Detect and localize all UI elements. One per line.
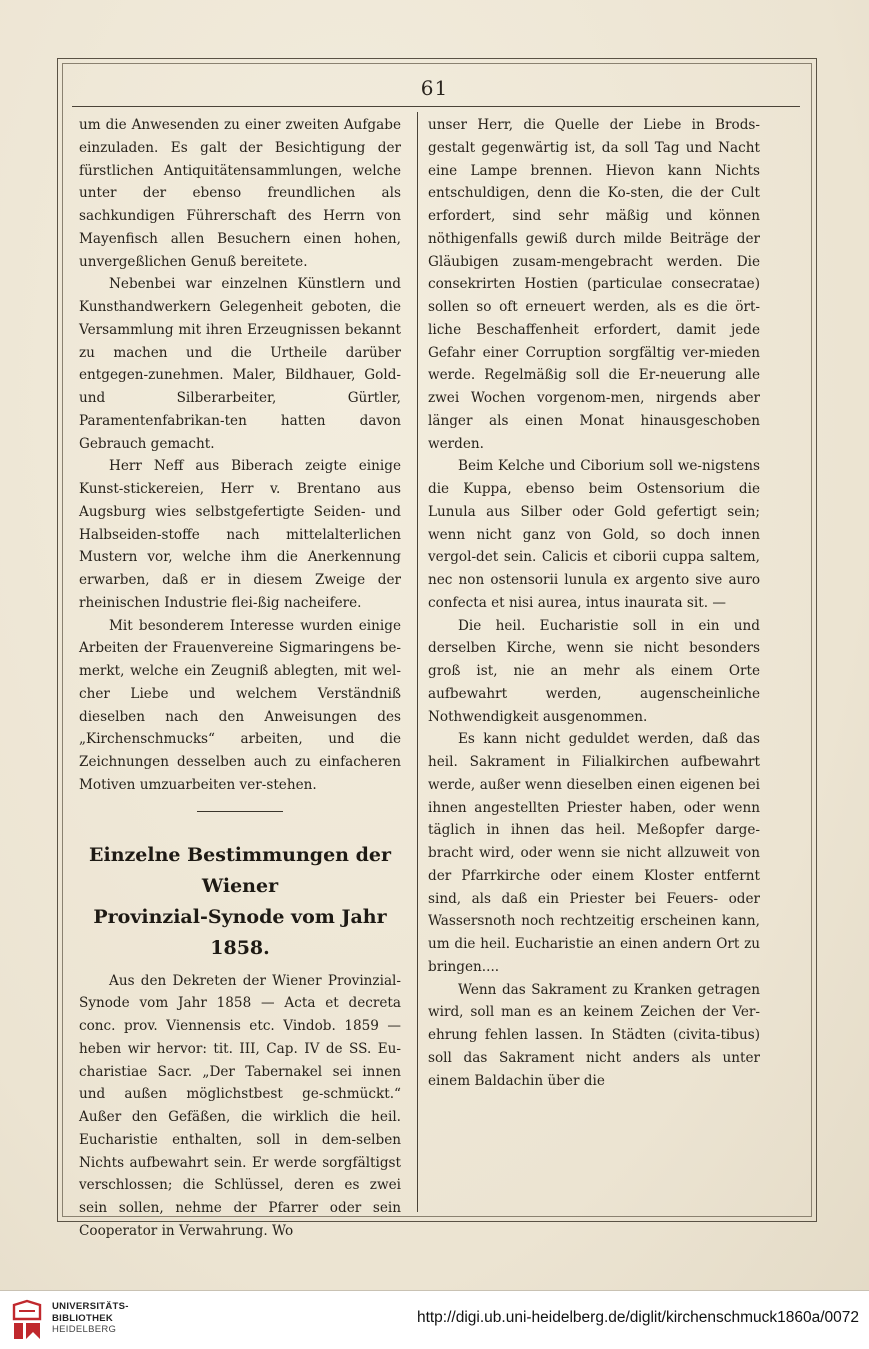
column-divider bbox=[417, 112, 418, 1212]
left-paragraph-3: Herr Neff aus Biberach zeigte einige Kunst-stickereien, Herr v. Brentano aus Augsburg wies selbstgefertigte Seiden- und Halbseiden-stoffe nach mittelalterlichen Mustern vor, welche ihm die Anerkennung erwarben, daß er in diesem Zweige der rheinischen Industrie flei-ßig nacheifere. bbox=[79, 458, 401, 611]
right-paragraph-1: unser Herr, die Quelle der Liebe in Brods-gestalt gegenwärtig ist, da soll Tag und Nacht eine Lampe brennen. Hievon kann Nichts entschuldigen, denn die Ko-sten, die der Cult erfordert, sind sehr mäßig und können nöthigenfalls gewiß durch milde Beiträge der Gläubigen zusam-mengebracht werden. Die consekrirten Hostien (particulae consecratae) sollen so oft erneuert werden, als es die ört-liche Beschaffenheit erfordert, damit jede Gefahr einer Corruption sorgfältig ver-mieden werde. Regelmäßig soll die Er-neuerung alle zwei Wochen vorgenom-men, nirgends aber länger als einen Monat hinausgeschoben werden. bbox=[428, 117, 760, 452]
left-column bbox=[79, 114, 401, 1243]
right-paragraph-5: Wenn das Sakrament zu Kranken getragen wird, soll man es an keinem Zeichen der Ver-ehrung fehlen lassen. In Städten (civita-tibus) soll das Sakrament nicht anders als unter einem Baldachin über die bbox=[428, 981, 760, 1089]
viewer-footer bbox=[0, 1290, 869, 1349]
permalink-url[interactable]: http://digi.ub.uni-heidelberg.de/diglit/kirchenschmuck1860a/0072 bbox=[416, 1309, 859, 1326]
right-paragraph-3: Die heil. Eucharistie soll in ein und derselben Kirche, wenn sie nicht besonders groß ist, nie an mehr als einem Orte aufbewahrt werden, augenscheinliche Nothwendigkeit ausgenommen. bbox=[428, 617, 760, 725]
university-logo-icon bbox=[10, 1299, 44, 1341]
left-paragraph-2: Nebenbei war einzelnen Künstlern und Kunsthandwerkern Gelegenheit geboten, die Versammlung mit ihren Erzeugnissen bekannt zu machen und die Urtheile darüber entgegen-zunehmen. Maler, Bildhauer, Gold- und Silberarbeiter, Gürtler, Paramentenfabrikan-ten hatten davon Gebrauch gemacht. bbox=[79, 276, 401, 452]
left-paragraph-1: um die Anwesenden zu einer zweiten Aufgabe einzuladen. Es galt der Besichtigung der fürstlichen Antiquitätensammlungen, welche unter der ebenso freundlichen als sachkundigen Führerschaft des Herrn von Mayenfisch allen Besuchern einen hohen, unvergeßlichen Genuß bereitete. bbox=[79, 117, 401, 270]
page-number: 61 bbox=[420, 76, 449, 100]
section-heading-line-1: Einzelne Bestimmungen der Wiener bbox=[89, 843, 391, 897]
university-logo-text bbox=[52, 1301, 129, 1336]
header-rule bbox=[72, 106, 800, 107]
left-paragraph-4: Mit besonderem Interesse wurden einige Arbeiten der Frauenvereine Sigmaringens be-merkt, welche ein Zeugniß ablegten, mit wel-cher Liebe und welchem Verständniß dieselben nach den Anweisungen des „Kirchenschmucks“ arbeiten, und die Zeichnungen desselben auch zu einfacheren Motiven umzuarbeiten ver-stehen. bbox=[79, 617, 401, 793]
right-column bbox=[428, 114, 760, 1092]
logo-line-2: BIBLIOTHEK bbox=[52, 1312, 114, 1324]
left-paragraph-5: Aus den Dekreten der Wiener Provinzial-Synode vom Jahr 1858 — Acta et decreta conc. prov. Viennensis etc. Vindob. 1859 — heben wir hervor: tit. III, Cap. IV de SS. Eu-charistiae Sacr. „Der Tabernakel sei innen und außen möglichstbest ge-schmückt.“ Außer den Gefäßen, die wirklich die heil. Eucharistie enthalten, soll in dem-selben Nichts aufbewahrt sein. Er werde sorgfältigst verschlossen; die Schlüssel, deren es zwei sein sollen, nehme der Pfarrer oder sein Cooperator in Verwahrung. Wo bbox=[79, 972, 401, 1239]
logo-line-3: HEIDELBERG bbox=[52, 1324, 117, 1335]
section-heading bbox=[79, 840, 401, 964]
section-separator bbox=[197, 811, 283, 812]
section-heading-line-2: Provinzial-Synode vom Jahr 1858. bbox=[93, 905, 387, 959]
right-paragraph-4: Es kann nicht geduldet werden, daß das heil. Sakrament in Filialkirchen aufbewahrt werde, außer wenn dieselben einen eigenen bei ihnen angestellten Priester haben, oder wenn täglich in ihnen das heil. Meßopfer darge-bracht wird, oder wenn sie nicht allzuweit von der Pfarrkirche oder einem Kloster entfernt sind, als daß ein Priester bei Feuers- oder Wassersnoth noch rechtzeitig erscheinen kann, um die heil. Eucharistie an einen andern Ort zu bringen.... bbox=[428, 731, 760, 975]
logo-line-1: UNIVERSITÄTS- bbox=[52, 1301, 129, 1312]
right-paragraph-2: Beim Kelche und Ciborium soll we-nigstens die Kuppa, ebenso beim Ostensorium die Lunula aus Silber oder Gold gefertigt sein; wenn nicht ganz von Gold, so doch innen vergol-det sein. Calicis et ciborii cuppa saltem, nec non ostensorii lunula ex argento sive auro confecta et nisi aurea, intus inaurata sit. — bbox=[428, 458, 760, 611]
